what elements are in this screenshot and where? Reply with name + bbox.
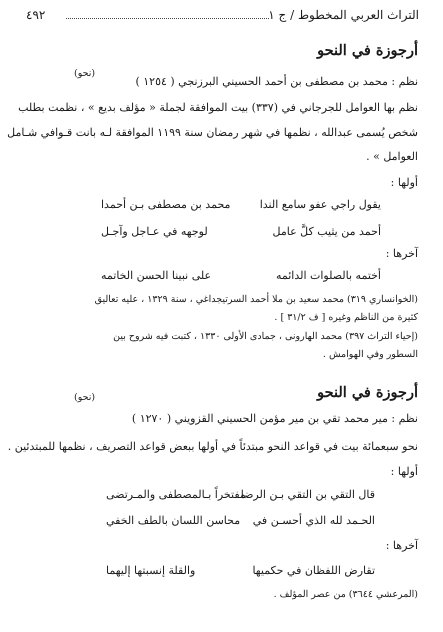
entry2-title: أرجوزة في النحو bbox=[317, 384, 418, 401]
running-head-dots bbox=[66, 18, 269, 19]
entry2-last-label: آخرها : bbox=[385, 539, 418, 552]
entry2-first-verse2-left: محاسن اللسان بالطف الخفي bbox=[106, 514, 241, 527]
entry1-last-verse-right: أختمه بالصلوات الدائمه bbox=[275, 269, 381, 282]
entry2-last-verse-left: والقلة إنسبتها إليهما bbox=[106, 564, 196, 577]
page-number: ٤٩٢ bbox=[26, 8, 46, 22]
entry1-first-label: أولها : bbox=[390, 176, 418, 189]
entry1-note-line2: كثيرة من الناظم وغيره [ ف ٣١/٢ ] . bbox=[274, 312, 418, 323]
entry1-first-verse1-right: يقول راجي عفو سامع الندا bbox=[259, 198, 381, 211]
entry1-tag: (نحو) bbox=[74, 68, 96, 79]
entry2-first-verse2-right: الحـمد لله الذي أحسـن في bbox=[252, 514, 375, 527]
entry1-desc-line3: العوامل » . bbox=[366, 150, 418, 163]
entry2-note-line1: (المرعشي ٣٦٤٤) من عصر المؤلف . bbox=[273, 589, 418, 600]
entry1-note-line1: (الخوانساري ٣١٩) محمد سعيد بن ملا أحمد السرتيجداغي ، سنة ١٣٢٩ ، عليه تعاليق bbox=[94, 294, 418, 305]
entry2-author: نظم : مير محمد تقي بن مير مؤمن الحسيني القزويني ( ١٢٧٠ ) bbox=[131, 412, 418, 425]
entry2-first-verse1-right: قال التقي بن التقي بـن الرضا bbox=[240, 488, 375, 501]
entry2-first-verse1-left: مفتخراً بـالمصطفى والمـرتضى bbox=[106, 488, 246, 501]
entry1-note-line3: (إحياء التراث ٣٩٧) محمد الهارونى ، جمادى الأولى ١٣٣٠ ، كتبت فيه شروح بين bbox=[113, 331, 418, 342]
entry2-first-label: أولها : bbox=[390, 465, 418, 478]
entry1-desc-line2: شخص يُسمى عبدالله ، نظمها في شهر رمضان سنة ١١٩٩ الموافقة لـه بانت قـوافي شـامل bbox=[7, 126, 418, 139]
running-head-title: التراث العربي المخطوط / ج ١ bbox=[268, 8, 419, 22]
entry1-first-verse2-right: أحمد من يثيب كلَّ عامل bbox=[272, 225, 381, 238]
entry1-last-label: آخرها : bbox=[385, 247, 418, 260]
entry1-desc-line1: نظم بها العوامل للجرجاني في (٣٣٧) بيت الموافقة لجملة « مؤلف بديع » ، نظمت بطلب bbox=[18, 101, 418, 114]
entry1-first-verse1-left: محمد بن مصطفى بـن أحمدا bbox=[101, 198, 231, 211]
entry1-title: أرجوزة في النحو bbox=[317, 42, 418, 59]
entry1-last-verse-left: على نبينا الحسن الخاتمه bbox=[101, 269, 212, 282]
entry1-first-verse2-left: لوجهه في عـاجل وآجـل bbox=[101, 225, 208, 238]
entry2-last-verse-right: تقارض اللفظان في حكميها bbox=[252, 564, 375, 577]
entry1-author: نظم : محمد بن مصطفى بن أحمد الحسيني البرزنجي ( ١٢٥٤ ) bbox=[135, 75, 418, 88]
entry2-desc-line1: نحو سبعمائة بيت في قواعد النحو مبتدئاً في أولها ببعض قواعد التصريف ، نظمها للمبتدئين . bbox=[7, 440, 418, 453]
running-head bbox=[26, 8, 419, 30]
entry1-note-line4: السطور وفي الهوامش . bbox=[322, 349, 418, 360]
entry2-tag: (نحو) bbox=[74, 392, 96, 403]
